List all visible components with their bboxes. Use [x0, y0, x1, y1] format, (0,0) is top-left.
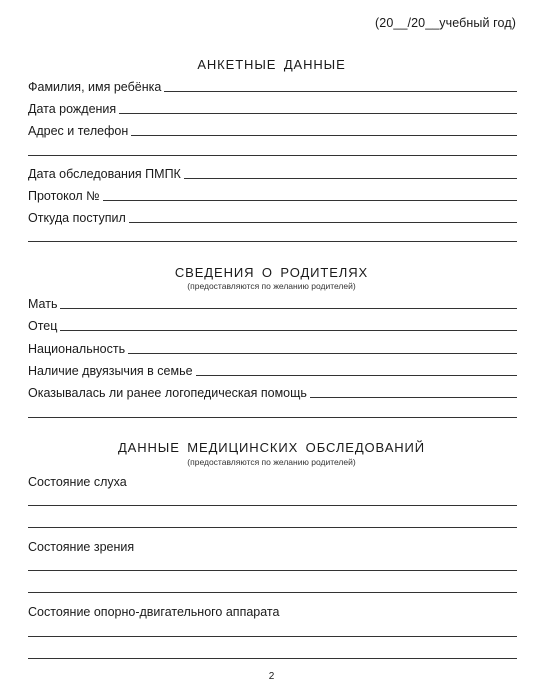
fill-line[interactable]	[129, 222, 517, 223]
field-pmpk-exam-date[interactable]	[28, 165, 517, 181]
fill-line[interactable]	[60, 330, 517, 331]
field-label-musculoskeletal: Состояние опорно-двигательного аппарата	[28, 605, 280, 619]
fill-line[interactable]	[184, 178, 517, 179]
field-father[interactable]	[28, 317, 517, 333]
blank-line[interactable]	[28, 527, 517, 528]
field-came-from[interactable]	[28, 209, 517, 225]
field-protocol-number[interactable]	[28, 187, 517, 203]
fill-line[interactable]	[164, 91, 517, 92]
fill-line[interactable]	[60, 308, 517, 309]
blank-line[interactable]	[28, 636, 517, 637]
field-label: Адрес и телефон	[28, 124, 129, 138]
field-prior-speech-therapy[interactable]	[28, 384, 517, 400]
field-label: Отец	[28, 319, 58, 333]
field-label: Оказывалась ли ранее логопедическая помощь	[28, 386, 307, 400]
field-address-phone[interactable]	[28, 122, 517, 138]
field-label: Дата обследования ПМПК	[28, 167, 181, 181]
section-title-medical-exams: ДАННЫЕ МЕДИЦИНСКИХ ОБСЛЕДОВАНИЙ	[117, 440, 426, 455]
school-year-label: (20__/20__учебный год)	[375, 16, 516, 30]
field-label: Фамилия, имя ребёнка	[28, 80, 162, 94]
blank-line[interactable]	[28, 155, 517, 156]
field-label: Дата рождения	[28, 102, 117, 116]
field-label: Национальность	[28, 342, 126, 356]
field-label: Откуда поступил	[28, 211, 126, 225]
blank-line[interactable]	[28, 505, 517, 506]
fill-line[interactable]	[119, 113, 517, 114]
field-mother[interactable]	[28, 295, 517, 311]
field-nationality[interactable]	[28, 340, 517, 356]
blank-line[interactable]	[28, 417, 517, 418]
section-note: (предоставляются по желанию родителей)	[187, 457, 356, 467]
field-birth-date[interactable]	[28, 100, 517, 116]
field-label: Мать	[28, 297, 58, 311]
page-number: 2	[268, 671, 275, 682]
fill-line[interactable]	[131, 135, 517, 136]
blank-line[interactable]	[28, 570, 517, 571]
section-note: (предоставляются по желанию родителей)	[187, 281, 356, 291]
field-label: Протокол №	[28, 189, 100, 203]
blank-line[interactable]	[28, 658, 517, 659]
fill-line[interactable]	[128, 353, 517, 354]
field-label-hearing: Состояние слуха	[28, 475, 127, 489]
fill-line[interactable]	[103, 200, 517, 201]
fill-line[interactable]	[310, 397, 517, 398]
field-bilingualism[interactable]	[28, 362, 517, 378]
blank-line[interactable]	[28, 592, 517, 593]
fill-line[interactable]	[196, 375, 517, 376]
field-child-name[interactable]	[28, 78, 517, 94]
field-label-vision: Состояние зрения	[28, 540, 135, 554]
section-title-personal-data: АНКЕТНЫЕ ДАННЫЕ	[197, 57, 346, 72]
field-label: Наличие двуязычия в семье	[28, 364, 193, 378]
section-title-parents-info: СВЕДЕНИЯ О РОДИТЕЛЯХ	[174, 265, 369, 280]
blank-line[interactable]	[28, 241, 517, 242]
